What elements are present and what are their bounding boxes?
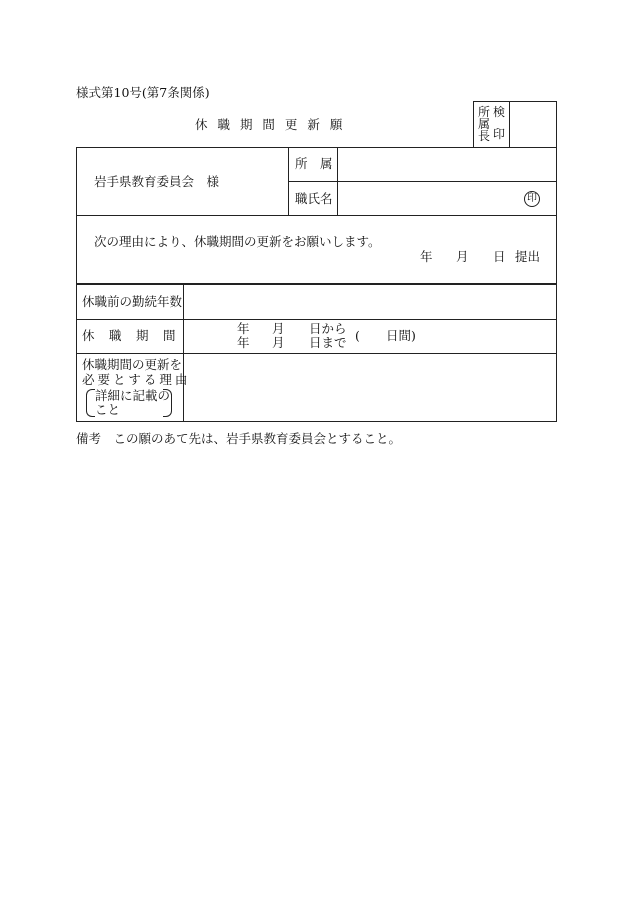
affiliation-field[interactable] xyxy=(340,150,552,178)
service-years-field[interactable] xyxy=(186,287,552,317)
approval-label-3: 長 xyxy=(478,129,491,143)
note-text: 備考 この願のあて先は、岩手県教育委員会とすること。 xyxy=(76,431,402,446)
seal-icon: 印 xyxy=(524,191,540,207)
date-month: 月 xyxy=(456,249,469,264)
approval-label-2: 属 xyxy=(478,117,491,131)
reason-label-line4: こと xyxy=(95,402,121,417)
period-from-year: 年 xyxy=(237,321,250,336)
service-years-label: 休職前の勤続年数 xyxy=(82,294,183,309)
approval-label-4: 検 xyxy=(493,105,506,119)
reason-label-line1: 休職期間の更新を xyxy=(82,357,183,372)
period-to-month: 月 xyxy=(272,335,285,350)
reason-label-line2: 必 要 と す る 理 由 xyxy=(82,372,187,387)
period-days-unit: 日間) xyxy=(386,328,416,343)
period-days-open: ( xyxy=(355,328,360,343)
period-to-year: 年 xyxy=(237,335,250,350)
form-title: 休 職 期 間 更 新 願 xyxy=(195,117,346,132)
date-year: 年 xyxy=(420,249,433,264)
approval-label-5: 印 xyxy=(493,127,506,141)
addressee: 岩手県教育委員会 様 xyxy=(94,174,220,189)
form-number: 様式第10号(第7条関係) xyxy=(76,85,210,100)
period-from-month: 月 xyxy=(272,321,285,336)
reason-label-line3: 詳細に記載の xyxy=(95,388,171,403)
reason-field[interactable] xyxy=(186,356,552,418)
name-label: 職氏名 xyxy=(295,191,333,206)
bracket-right xyxy=(163,389,172,417)
period-label: 休 職 期 間 xyxy=(82,328,177,343)
name-field[interactable] xyxy=(340,184,515,212)
request-text: 次の理由により、休職期間の更新をお願いします。 xyxy=(94,234,381,249)
affiliation-label: 所 属 xyxy=(295,156,333,171)
period-from-suffix: 日から xyxy=(309,321,347,336)
date-day: 日 xyxy=(493,249,506,264)
approval-label-1: 所 xyxy=(478,105,491,119)
bracket-left xyxy=(86,389,95,417)
period-to-suffix: 日まで xyxy=(309,335,347,350)
date-submit: 提出 xyxy=(515,249,541,264)
